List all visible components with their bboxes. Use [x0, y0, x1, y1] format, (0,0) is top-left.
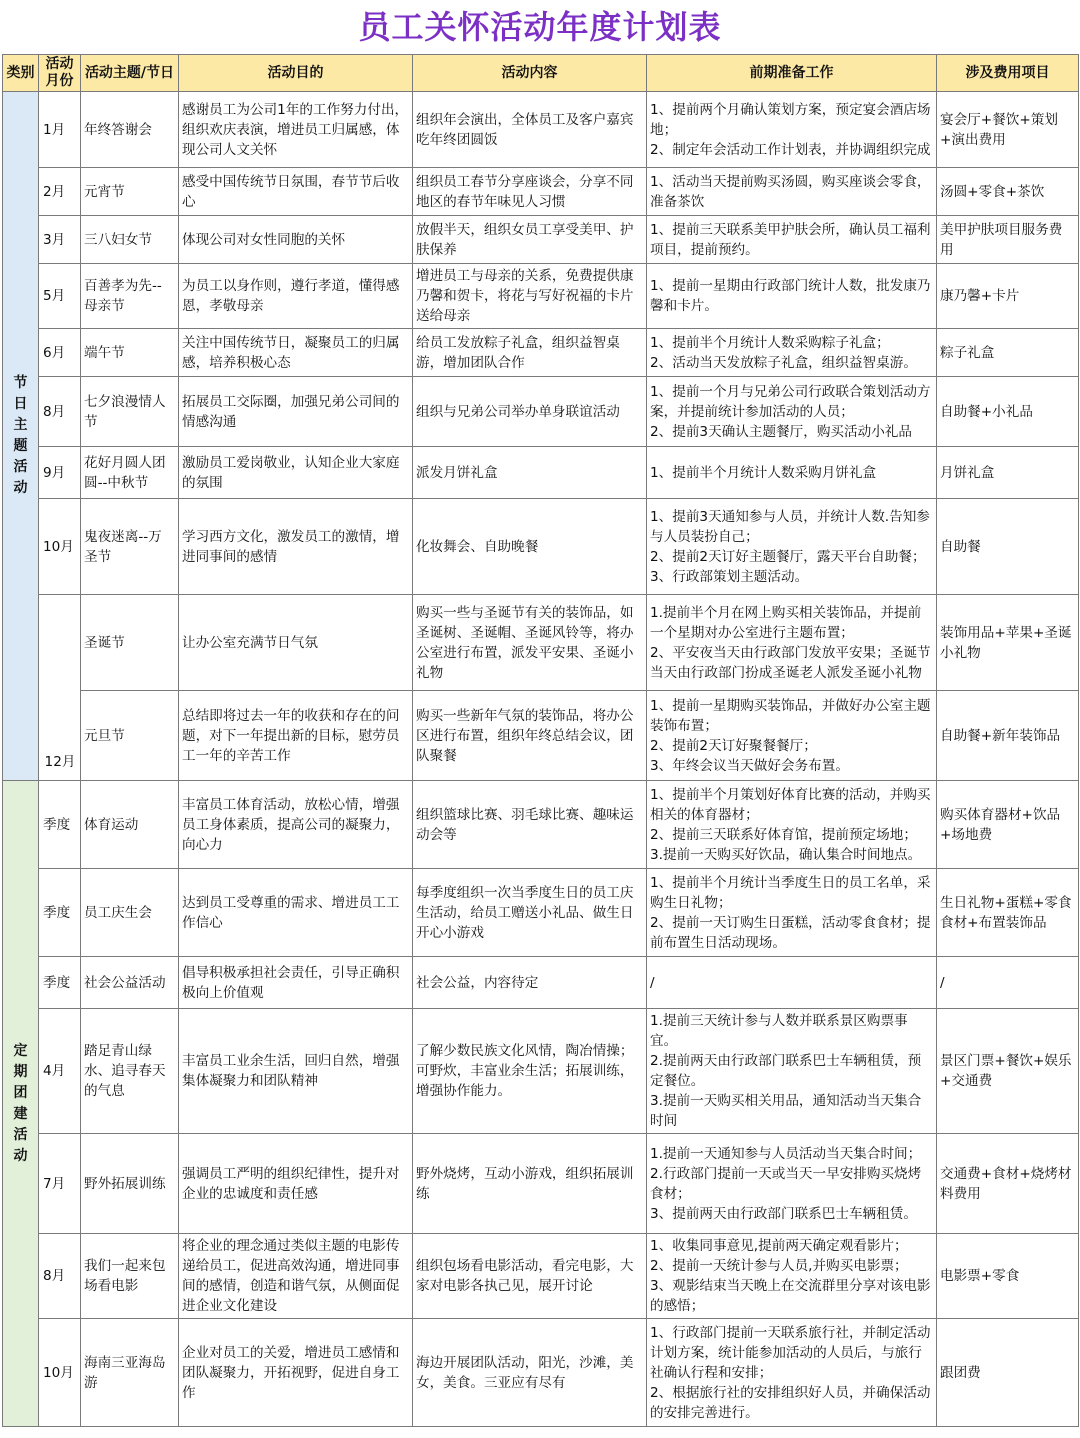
month-cell: 8月: [39, 1234, 81, 1319]
purpose-cell: 倡导积极承担社会责任，引导正确积极向上价值观: [179, 957, 413, 1009]
cost-cell: 生日礼物+蛋糕+零食食材+布置装饰品: [937, 869, 1079, 957]
cost-cell: 月饼礼盒: [937, 447, 1079, 499]
month-cell: 8月: [39, 377, 81, 447]
prep-cell: 1、提前半个月统计人数采购粽子礼盒； 2、活动当天发放粽子礼盒，组织益智桌游。: [647, 329, 937, 377]
cost-cell: 电影票+零食: [937, 1234, 1079, 1319]
content-cell: 组织包场看电影活动，看完电影，大家对电影各执己见，展开讨论: [413, 1234, 647, 1319]
content-cell: 购买一些新年气氛的装饰品，将办公区进行布置，组织年终总结会议，团队聚餐: [413, 691, 647, 781]
table-row: [3, 216, 1079, 264]
header-cost: 涉及费用项目: [937, 55, 1079, 92]
prep-cell: 1.提前半个月在网上购买相关装饰品，并提前一个星期对办公室进行主题布置； 2、平安夜当天由行政部门发放平安果；圣诞节当天由行政部门扮成圣诞老人派发圣诞小礼物: [647, 595, 937, 691]
content-cell: 野外烧烤，互动小游戏，组织拓展训练: [413, 1134, 647, 1234]
purpose-cell: 丰富员工体育活动，放松心情，增强员工身体素质，提高公司的凝聚力，向心力: [179, 781, 413, 869]
purpose-cell: 丰富员工业余生活，回归自然，增强集体凝聚力和团队精神: [179, 1009, 413, 1134]
prep-cell: 1、提前3天通知参与人员，并统计人数.告知参与人员装扮自己； 2、提前2天订好主题餐厅，露天平台自助餐； 3、行政部策划主题活动。: [647, 499, 937, 595]
content-cell: 放假半天，组织女员工享受美甲、护肤保养: [413, 216, 647, 264]
purpose-cell: 感受中国传统节日氛围，春节节后收心: [179, 168, 413, 216]
prep-cell: /: [647, 957, 937, 1009]
cost-cell: 自助餐: [937, 499, 1079, 595]
table-row: [3, 447, 1079, 499]
month-cell: 4月: [39, 1009, 81, 1134]
theme-cell: 我们一起来包场看电影: [81, 1234, 179, 1319]
table-row: [3, 377, 1079, 447]
theme-cell: 体育运动: [81, 781, 179, 869]
theme-cell: 鬼夜迷离--万圣节: [81, 499, 179, 595]
cost-cell: 康乃馨+卡片: [937, 264, 1079, 329]
purpose-cell: 让办公室充满节日气氛: [179, 595, 413, 691]
theme-cell: 年终答谢会: [81, 92, 179, 168]
table-row: [3, 1009, 1079, 1134]
table-row: [3, 957, 1079, 1009]
cost-cell: 自助餐+小礼品: [937, 377, 1079, 447]
cost-cell: 自助餐+新年装饰品: [937, 691, 1079, 781]
theme-cell: 百善孝为先--母亲节: [81, 264, 179, 329]
header-prep: 前期准备工作: [647, 55, 937, 92]
cost-cell: 景区门票+餐饮+娱乐+交通费: [937, 1009, 1079, 1134]
page-title: 员工关怀活动年度计划表: [358, 8, 722, 46]
theme-cell: 员工庆生会: [81, 869, 179, 957]
month-cell: 季度: [39, 869, 81, 957]
month-cell: 12月: [39, 595, 81, 781]
table-row: [3, 499, 1079, 595]
cost-cell: 跟团费: [937, 1319, 1079, 1427]
header-theme: 活动主题/节日: [81, 55, 179, 92]
month-cell: 6月: [39, 329, 81, 377]
purpose-cell: 总结即将过去一年的收获和存在的问题，对下一年提出新的目标，慰劳员工一年的辛苦工作: [179, 691, 413, 781]
category-festival: 节 日 主 题 活 动: [3, 92, 39, 781]
content-cell: 派发月饼礼盒: [413, 447, 647, 499]
month-cell: 5月: [39, 264, 81, 329]
month-cell: 9月: [39, 447, 81, 499]
activity-plan-table: [2, 54, 1079, 1427]
purpose-cell: 体现公司对女性同胞的关怀: [179, 216, 413, 264]
header-category: 类别: [3, 55, 39, 92]
table-row: [3, 92, 1079, 168]
purpose-cell: 感谢员工为公司1年的工作努力付出，组织欢庆表演，增进员工归属感，体现公司人文关怀: [179, 92, 413, 168]
table-row: [3, 329, 1079, 377]
table-row: [3, 264, 1079, 329]
purpose-cell: 将企业的理念通过类似主题的电影传递给员工，促进高效沟通，增进同事间的感情，创造和谐气氛，从侧面促进企业文化建设: [179, 1234, 413, 1319]
cost-cell: 粽子礼盒: [937, 329, 1079, 377]
month-cell: 季度: [39, 781, 81, 869]
theme-cell: 元宵节: [81, 168, 179, 216]
header-purpose: 活动目的: [179, 55, 413, 92]
purpose-cell: 关注中国传统节日，凝聚员工的归属感，培养积极心态: [179, 329, 413, 377]
theme-cell: 三八妇女节: [81, 216, 179, 264]
content-cell: 海边开展团队活动，阳光，沙滩，美女，美食。三亚应有尽有: [413, 1319, 647, 1427]
content-cell: 组织年会演出，全体员工及客户嘉宾吃年终团圆饭: [413, 92, 647, 168]
content-cell: 化妆舞会、自助晚餐: [413, 499, 647, 595]
month-cell: 1月: [39, 92, 81, 168]
table-row: [3, 168, 1079, 216]
theme-cell: 野外拓展训练: [81, 1134, 179, 1234]
content-cell: 每季度组织一次当季度生日的员工庆生活动，给员工赠送小礼品、做生日开心小游戏: [413, 869, 647, 957]
purpose-cell: 强调员工严明的组织纪律性，提升对企业的忠诚度和责任感: [179, 1134, 413, 1234]
prep-cell: 1、提前半个月统计当季度生日的员工名单，采购生日礼物； 2、提前一天订购生日蛋糕，活动零食食材；提前布置生日活动现场。: [647, 869, 937, 957]
prep-cell: 1、提前半个月统计人数采购月饼礼盒: [647, 447, 937, 499]
month-cell: 7月: [39, 1134, 81, 1234]
prep-cell: 1、收集同事意见,提前两天确定观看影片； 2、提前一天统计参与人员,并购买电影票； 3、观影结束当天晚上在交流群里分享对该电影的感悟；: [647, 1234, 937, 1319]
month-cell: 季度: [39, 957, 81, 1009]
theme-cell: 踏足青山绿水、追寻春天的气息: [81, 1009, 179, 1134]
cost-cell: 美甲护肤项目服务费用: [937, 216, 1079, 264]
table-row: [3, 869, 1079, 957]
theme-cell: 端午节: [81, 329, 179, 377]
cost-cell: 交通费+食材+烧烤材料费用: [937, 1134, 1079, 1234]
header-row: [3, 55, 1079, 92]
month-cell: 2月: [39, 168, 81, 216]
table-row: [3, 1234, 1079, 1319]
prep-cell: 1、提前两个月确认策划方案，预定宴会酒店场地； 2、制定年会活动工作计划表，并协调组织完成: [647, 92, 937, 168]
prep-cell: 1.提前三天统计参与人数并联系景区购票事宜。 2.提前两天由行政部门联系巴士车辆租赁，预定餐位。 3.提前一天购买相关用品，通知活动当天集合时间: [647, 1009, 937, 1134]
prep-cell: 1.提前一天通知参与人员活动当天集合时间； 2.行政部门提前一天或当天一早安排购买烧烤食材； 3、提前两天由行政部门联系巴士车辆租赁。: [647, 1134, 937, 1234]
prep-cell: 1、提前三天联系美甲护肤会所，确认员工福利项目，提前预约。: [647, 216, 937, 264]
content-cell: 增进员工与母亲的关系，免费提供康乃馨和贺卡，将花与写好祝福的卡片送给母亲: [413, 264, 647, 329]
content-cell: 组织员工春节分享座谈会，分享不同地区的春节年味见人习惯: [413, 168, 647, 216]
month-cell: 3月: [39, 216, 81, 264]
cost-cell: 装饰用品+苹果+圣诞小礼物: [937, 595, 1079, 691]
theme-cell: 花好月圆人团圆--中秋节: [81, 447, 179, 499]
prep-cell: 1、活动当天提前购买汤圆，购买座谈会零食，准备茶饮: [647, 168, 937, 216]
theme-cell: 元旦节: [81, 691, 179, 781]
purpose-cell: 激励员工爱岗敬业，认知企业大家庭的氛围: [179, 447, 413, 499]
month-cell: 10月: [39, 1319, 81, 1427]
theme-cell: 七夕浪漫情人节: [81, 377, 179, 447]
content-cell: 社会公益，内容待定: [413, 957, 647, 1009]
cost-cell: /: [937, 957, 1079, 1009]
table-row: [3, 691, 1079, 781]
content-cell: 了解少数民族文化风情，陶冶情操；可野炊，丰富业余生活；拓展训练，增强协作能力。: [413, 1009, 647, 1134]
theme-cell: 社会公益活动: [81, 957, 179, 1009]
purpose-cell: 学习西方文化，激发员工的激情，增进同事间的感情: [179, 499, 413, 595]
cost-cell: 购买体育器材+饮品+场地费: [937, 781, 1079, 869]
content-cell: 组织篮球比赛、羽毛球比赛、趣味运动会等: [413, 781, 647, 869]
category-teambuilding: 定 期 团 建 活 动: [3, 781, 39, 1427]
content-cell: 组织与兄弟公司举办单身联谊活动: [413, 377, 647, 447]
header-content: 活动内容: [413, 55, 647, 92]
theme-cell: 圣诞节: [81, 595, 179, 691]
prep-cell: 1、提前一星期由行政部门统计人数，批发康乃馨和卡片。: [647, 264, 937, 329]
month-cell: 10月: [39, 499, 81, 595]
prep-cell: 1、提前半个月策划好体育比赛的活动，并购买相关的体育器材； 2、提前三天联系好体育馆，提前预定场地； 3.提前一天购买好饮品，确认集合时间地点。: [647, 781, 937, 869]
table-row: [3, 1134, 1079, 1234]
theme-cell: 海南三亚海岛游: [81, 1319, 179, 1427]
cost-cell: 宴会厅+餐饮+策划+演出费用: [937, 92, 1079, 168]
content-cell: 给员工发放粽子礼盒，组织益智桌游，增加团队合作: [413, 329, 647, 377]
prep-cell: 1、行政部门提前一天联系旅行社，并制定活动计划方案，统计能参加活动的人员后，与旅行社确认行程和安排； 2、根据旅行社的安排组织好人员，并确保活动的安排完善进行。: [647, 1319, 937, 1427]
table-row: [3, 781, 1079, 869]
purpose-cell: 达到员工受尊重的需求、增进员工工作信心: [179, 869, 413, 957]
prep-cell: 1、提前一星期购买装饰品，并做好办公室主题装饰布置； 2、提前2天订好聚餐餐厅； 3、年终会议当天做好会务布置。: [647, 691, 937, 781]
table-row: [3, 595, 1079, 691]
purpose-cell: 拓展员工交际圈，加强兄弟公司间的情感沟通: [179, 377, 413, 447]
table-row: [3, 1319, 1079, 1427]
purpose-cell: 企业对员工的关爱，增进员工感情和团队凝聚力，开拓视野，促进自身工作: [179, 1319, 413, 1427]
content-cell: 购买一些与圣诞节有关的装饰品，如圣诞树、圣诞帽、圣诞风铃等，将办公室进行布置，派发平安果、圣诞小礼物: [413, 595, 647, 691]
header-month: 活动月份: [39, 55, 81, 92]
purpose-cell: 为员工以身作则，遵行孝道，懂得感恩，孝敬母亲: [179, 264, 413, 329]
prep-cell: 1、提前一个月与兄弟公司行政联合策划活动方案，并提前统计参加活动的人员； 2、提前3天确认主题餐厅，购买活动小礼品: [647, 377, 937, 447]
cost-cell: 汤圆+零食+茶饮: [937, 168, 1079, 216]
